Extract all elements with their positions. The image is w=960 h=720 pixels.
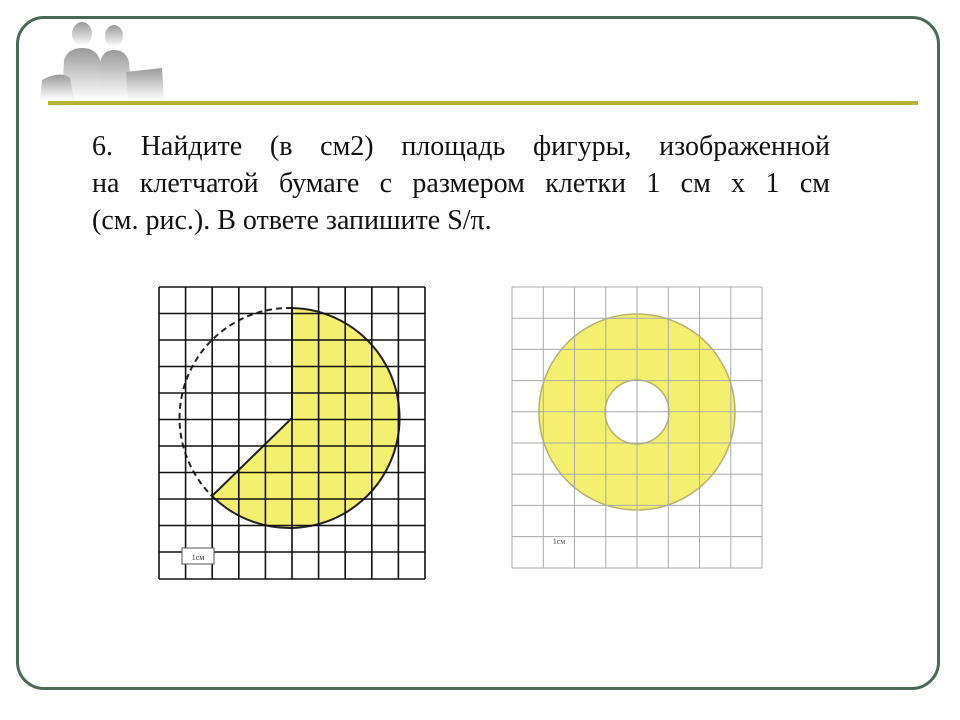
task-text	[92, 128, 830, 239]
task-line-3: (см. рис.). В ответе запишите S/π.	[92, 205, 492, 236]
task-line-2: на клетчатой бумаге с размером клетки 1 см х 1 см	[92, 168, 830, 199]
people-silhouette-logo	[40, 20, 165, 100]
title-rule	[48, 101, 918, 105]
scale-label: 1см	[191, 553, 205, 562]
scale-label: 1см	[552, 537, 566, 546]
task-line-1: 6. Найдите (в см2) площадь фигуры, изображенной	[92, 131, 830, 162]
sector-figure	[158, 286, 426, 582]
ring-figure	[511, 286, 764, 570]
slide-frame	[16, 16, 940, 690]
